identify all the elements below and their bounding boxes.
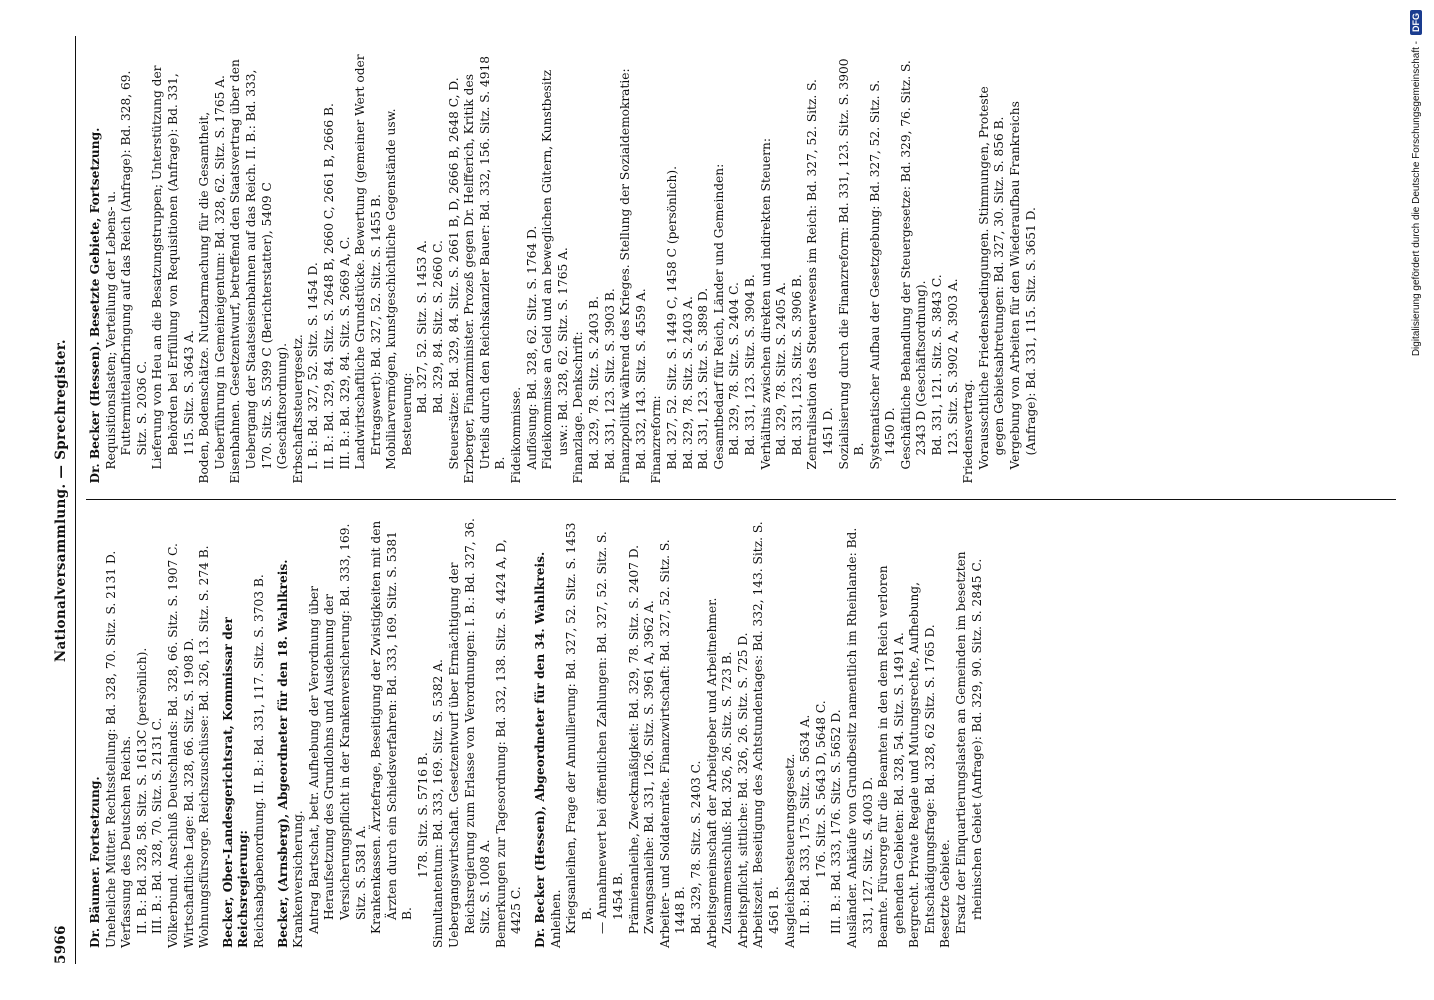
register-entry: Bd. 329, 78. Sitz. S. 2403 B. bbox=[587, 296, 601, 470]
register-entry: Bd. 327, 52. Sitz. S. 1453 A. bbox=[415, 240, 430, 414]
register-entry: Mobiliarvermögen, kunstgeschichtliche Gegenstände usw. Besteuerung: bbox=[384, 108, 414, 470]
speaker-heading: Dr. Becker (Hessen), Abgeordneter für den 34. Wahlkreis. bbox=[533, 551, 548, 948]
register-entry: 178. Sitz. S. 5716 B. bbox=[415, 752, 430, 878]
credit-text: Digitalisierung gefördert durch die Deutsche Forschungsgemeinschaft - bbox=[1410, 41, 1422, 357]
register-entry: Wohnungsfürsorge. Reichszuschüsse: Bd. 326, 13. Sitz. S. 274 B. bbox=[197, 545, 212, 948]
right-column bbox=[86, 36, 1396, 501]
register-entry: III. B.: Bd. 328, 70. Sitz. S. 2131 C. bbox=[150, 717, 165, 934]
register-entry: Prämienanleihe, Zweckmäßigkeit: Bd. 329, 78. Sitz. S. 2407 D. bbox=[626, 545, 641, 934]
page-header bbox=[53, 36, 76, 964]
register-entry: Finanzreform: bbox=[649, 395, 664, 484]
spacer bbox=[213, 517, 219, 949]
speaker-heading: Dr. Bäumer. Fortsetzung. bbox=[88, 776, 102, 948]
register-entry: Friedensvertrag. bbox=[961, 379, 976, 484]
speaker-heading: Becker, (Arnsberg), Abgeordneter für den 18. Wahlkreis. bbox=[275, 559, 290, 948]
register-entry: Arbeiter- und Soldatenräte. Finanzwirtschaft: Bd. 327, 52. Sitz. S. 1448 B. bbox=[657, 539, 688, 948]
register-entry: Zentralisation des Steuerwesens im Reich: Bd. 327, 52. Sitz. S. 1451 D. bbox=[805, 79, 835, 470]
register-entry: Bergrecht. Private Regale und Mutungsrechte, Aufhebung, Entschädigungsfrage: Bd. 328, 62 Sitz. S. 1765 D. bbox=[907, 582, 937, 948]
register-entry: Bd. 329, 78. Sitz. S. 2403 A. bbox=[680, 296, 695, 470]
running-title-separator: — bbox=[53, 464, 69, 479]
register-entry: Erbschaftssteuergesetz. bbox=[290, 334, 305, 484]
register-entry: Finanzlage. Denkschrift: bbox=[571, 331, 586, 484]
register-entry: — Annahmewert bei öffentlichen Zahlungen: Bd. 327, 52. Sitz. S. 1454 B. bbox=[595, 531, 625, 934]
register-entry: Krankenkassen. Ärztefrage, Beseitigung der Zwistigkeiten mit den Ärzten durch ein Schiedsverfahren: Bd. 333, 169. Sitz. S. 5381 B. bbox=[369, 520, 415, 934]
register-entry: II. B.: Bd. 333, 175. Sitz. S. 5634 A. bbox=[798, 714, 813, 934]
register-entry: III. B.: Bd. 329, 84. Sitz. S. 2669 A, C. bbox=[337, 236, 352, 470]
register-entry: Vorausschtliche Friedensbedingungen. Stimmungen, Proteste gegen Gebietsabtretungen: Bd. 327, 30. Sitz. S. 856 B. bbox=[976, 86, 1007, 470]
register-entry: 176. Sitz. S. 5643 D, 5648 C. bbox=[813, 700, 828, 878]
page-number: 5966 bbox=[53, 925, 69, 964]
register-entry: Ausländer. Ankäufe von Grundbesitz namentlich im Rheinlande: Bd. 331, 127. Sitz. S. 4003 D. bbox=[844, 527, 875, 948]
register-entry: Bemerkungen zur Tagesordnung: Bd. 332, 138. Sitz. S. 4424 A, D, 4425 C. bbox=[493, 539, 524, 948]
dfg-logo: DFG bbox=[1410, 10, 1422, 35]
register-entry: Bd. 327, 52. Sitz. S. 1449 C, 1458 C (persönlich). bbox=[664, 165, 679, 470]
register-entry: Uebergangswirtschaft. Gesetzentwurf über Ermächtigung der Reichsregierung zum Erlasse von Verordnungen: I. B.: Bd. 327, 36. Sitz. S. 1008 A. bbox=[447, 518, 493, 948]
register-entry: Verhältnis zwischen direkten und indirekten Steuern: bbox=[758, 138, 773, 470]
register-entry: Fideikommisse an Geld und an beweglichen Gütern, Kunstbesitz usw.: Bd. 328, 62. Sitz. S. 1765 A. bbox=[540, 69, 570, 470]
register-entry: Fideikommisse. bbox=[509, 386, 524, 484]
register-entry: Arbeitszeit. Beseitigung des Achtstundentages: Bd. 332, 143. Sitz. S. 4561 B. bbox=[751, 521, 781, 948]
register-entry: Bd. 331, 123. Sitz. S. 3906 B. bbox=[789, 274, 804, 456]
register-entry: Reichsabgabenordnung. II. B.: Bd. 331, 117. Sitz. S. 3703 B. bbox=[251, 574, 266, 948]
speaker-heading: Becker, Ober-Landesgerichtsrat, Kommissar der Reichsregierung: bbox=[220, 617, 251, 948]
register-entry: Völkerbund. Anschluß Deutschlands: Bd. 328, 66. Sitz. S. 1907 C. bbox=[165, 543, 180, 948]
register-columns bbox=[86, 36, 1396, 964]
register-entry: Finanzpolitik während des Krieges. Stellung der Sozialdemokratie: Bd. 332, 143. Sitz. S. 4559 A. bbox=[618, 68, 648, 484]
spacer bbox=[268, 517, 274, 949]
register-entry: Krankenversicherung. bbox=[291, 810, 306, 948]
register-entry: Arbeitsgemeinschaft der Arbeitgeber und Arbeitnehmer. Zusammenschluß: Bd. 326, 26. Sitz. S. 723 B. bbox=[704, 597, 735, 948]
register-entry: Bd. 329, 78. Sitz. S. 2403 C. bbox=[688, 760, 703, 934]
register-entry: 123. Sitz. S. 3902 A, 3903 A. bbox=[945, 278, 960, 456]
register-entry: Systematischer Aufbau der Gesetzgebung: Bd. 327, 52. Sitz. S. 1450 D. bbox=[867, 79, 898, 470]
register-entry: Besetzte Gebiete. bbox=[938, 839, 953, 948]
register-entry: III. B.: Bd. 333, 176. Sitz. S. 5652 D. bbox=[829, 709, 844, 934]
register-entry: Verfassung des Deutschen Reichs. bbox=[119, 735, 134, 948]
register-entry: Zwangsanleihe: Bd. 331, 126. Sitz. S. 3961 A, 3962 A. bbox=[642, 600, 657, 934]
running-title-left: Nationalversammlung. bbox=[53, 483, 69, 663]
left-column bbox=[86, 501, 1396, 965]
rotated-page-content bbox=[47, 30, 1427, 970]
register-entry: Requisitionslasten; Verteilung der Lebens- u. Futtermittelaufbringung auf das Reich (Anfrage): Bd. 328, 69. Sitz. S. 2036 C. bbox=[103, 70, 149, 470]
register-entry: Landwirtschaftliche Grundstücke. Bewertung (gemeiner Wert oder Ertragswert): Bd. 327, 52. Sitz. S. 1455 B. bbox=[353, 54, 383, 470]
register-entry: Ausgleichsbesteuerungsgesetz. bbox=[782, 753, 797, 948]
register-entry: Bd. 331, 123. Sitz. S. 3898 D. bbox=[696, 287, 711, 470]
register-entry: Bd. 329, 78. Sitz. S. 2405 A. bbox=[774, 282, 789, 456]
register-entry: Vergebung von Arbeiten für den Wiederaufbau Frankreichs (Anfrage): Bd. 331, 115. Sitz. S. 3651 D. bbox=[1008, 101, 1038, 470]
register-entry: II. B.: Bd. 329, 84. Sitz. S. 2648 B, 2660 C, 2661 B, 2666 B. bbox=[321, 103, 336, 470]
register-entry: Steuersätze: Bd. 329, 84. Sitz. S. 2661 B, D, 2666 B, 2648 C, D. bbox=[446, 77, 461, 470]
register-entry: Antrag Bartschat, betr. Aufhebung der Verordnung über Heraufsetzung des Grundlohns und Ausdehnung der Versicherungspflicht in der Krankenversicherung: Bd. 333, 169. Sitz. S. 5381 A. bbox=[306, 523, 368, 934]
speaker-heading: Dr. Becker (Hessen). Besetzte Gebiete, Fortsetzung. bbox=[88, 127, 102, 484]
register-entry: Wirtschaftliche Lage: Bd. 328, 66. Sitz. S. 1908 D. bbox=[181, 637, 196, 948]
register-entry: Lieferung von Heu an die Besatzungstruppen; Unterstützung der Behörden bei Erfüllung von Requisitionen (Anfrage): Bd. 331, 115. Sitz. S. 3643 A. bbox=[150, 65, 196, 470]
credit-strip bbox=[1402, 0, 1432, 1000]
register-entry: Kriegsanleihen, Frage der Annullierung: Bd. 327, 52. Sitz. S. 1453 B. bbox=[564, 522, 594, 934]
register-entry: Uneheliche Mütter. Rechtsstellung: Bd. 328, 70. Sitz. S. 2131 D. bbox=[103, 550, 118, 948]
register-entry: II. B.: Bd. 328, 58. Sitz. S. 1613C (persönlich). bbox=[134, 647, 149, 934]
register-entry: Ersatz der Einquartierungslasten an Gemeinden im besetzten rheinischen Gebiet (Anfrage): Bd. 329, 90. Sitz. S. 2845 C. bbox=[954, 551, 984, 934]
register-entry: Bd. 329, 84. Sitz. S. 2660 C. bbox=[431, 240, 446, 414]
register-entry: I. B.: Bd. 327, 52. Sitz. S. 1454 D. bbox=[306, 262, 321, 470]
register-entry: Boden, Bodenschätze. Nutzbarmachung für die Gesamtheit, Ueberführung in Gemeineigentum: Bd. 328, 62. Sitz. S. 1765 A. bbox=[197, 75, 227, 484]
register-entry: Bd. 331, 123. Sitz. S. 3903 B. bbox=[602, 288, 617, 470]
register-entry: Eisenbahnen. Gesetzentwurf, betreffend den Staatsvertrag über den Uebergang der Staatseisenbahnen auf das Reich. II. B.: Bd. 333, 170. Sitz. S. 5399 C (Berichterstatter), 5409 C (Geschäftsordnung). bbox=[228, 59, 290, 484]
register-entry: Auflösung: Bd. 328, 62. Sitz. S. 1764 D. bbox=[524, 225, 539, 470]
register-entry: Beamte. Fürsorge für die Beamten in den dem Reich verloren gehenden Gebieten: Bd. 328, 54. Sitz. S. 1491 A. bbox=[876, 565, 906, 948]
register-entry: Sozialisierung durch die Finanzreform: Bd. 331, 123. Sitz. S. 3900 B. bbox=[836, 58, 867, 470]
register-entry: Arbeitspflicht, sittliche: Bd. 326, 26. Sitz. S. 725 D. bbox=[735, 632, 750, 948]
register-entry: Gesamtbedarf für Reich, Länder und Gemeinden: bbox=[711, 163, 726, 470]
register-entry: Erzberger, Finanzminister. Prozeß gegen Dr. Helfferich, Kritik des Urteils durch den Reichskanzler Bauer: Bd. 332, 156. Sitz. S. 4918 B. bbox=[462, 56, 508, 484]
register-entry: Anleihen. bbox=[548, 889, 563, 948]
register-entry: Simultantentum: Bd. 333, 169. Sitz. S. 5382 A. bbox=[431, 659, 446, 948]
register-entry: Bd. 331, 123. Sitz. S. 3904 B. bbox=[742, 274, 757, 456]
register-entry: Bd. 329, 78. Sitz. S. 2404 C. bbox=[727, 282, 742, 456]
register-entry: Bd. 331, 121. Sitz. S. 3843 C. bbox=[930, 274, 945, 456]
running-title-right: Sprechregister. bbox=[53, 339, 69, 460]
register-entry: Geschäftliche Behandlung der Steuergesetze: Bd. 329, 76. Sitz. S. 2343 D (Geschäftsordnung). bbox=[898, 60, 929, 470]
running-title bbox=[53, 76, 69, 925]
spacer bbox=[525, 517, 531, 949]
